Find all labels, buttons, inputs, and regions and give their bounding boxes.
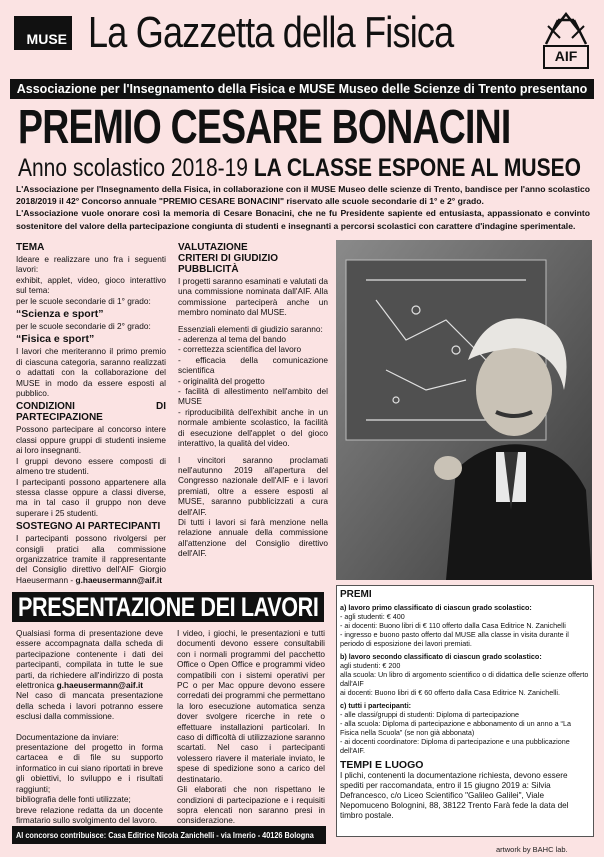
school-year: Anno scolastico 2018-19 (18, 154, 248, 182)
intro-text (16, 183, 590, 232)
premi-heading: PREMI (340, 589, 372, 600)
premio-title-text: PREMIO CESARE BONACINI (18, 101, 511, 154)
prize-line: - alla scuola: Diploma di partecipazione e abbonamento di un anno a “La Fisica nella Scuola” (se non già abbonata) (340, 719, 571, 737)
aif-emblem-icon (538, 8, 594, 74)
condizioni-text: I partecipanti possono appartenere alla stessa classe oppure a classi diverse, ma in tal caso il gruppo non deve superare i 25 studenti. (16, 476, 166, 518)
valutazione-text: Di tutti i lavori si farà menzione nella relazione annuale della commissione all'attenzione del Consiglio direttivo dell'AIF. (178, 516, 328, 559)
criterion-item: - efficacia della comunicazione scientifica (178, 354, 328, 376)
criteri-heading: CRITERI DI GIUDIZIO (178, 253, 278, 264)
prize-b-title: b) lavoro secondo classificato di ciascun grado scolastico: (340, 652, 542, 661)
presentazione-text: Documentazione da inviare: (16, 731, 119, 742)
presentazione-text: I video, i giochi, le presentazioni e tutti documenti devono essere consultabili con i normali programmi del pacchetto Office o Open Office e programmi video compatibili con i sistemi operativi per PC o per Mac oppure devono essere corredati dei programmi che permettano la loro esecuzione automatica senza dover svolgere ricerche in rete o effettuare installazioni particolari. In caso di difficoltà di utilizzazione saranno scartati. Nel caso i partecipanti volessero riavere il materiale inviato, le spese di spedizione sono a carico del destinatario. (177, 628, 325, 784)
theme-fisica-sport: “Fisica e sport” (16, 333, 95, 346)
aif-logo-text: AIF (554, 48, 578, 64)
tema-text: per le scuole secondarie di 1° grado: (16, 295, 151, 306)
prize-line: - ai docenti: Buono libri di € 110 offerto dalla Casa Editrice N. Zanichelli (340, 621, 566, 630)
artwork-credit: artwork by BAHC lab. (496, 845, 568, 854)
einstein-photo (336, 240, 592, 580)
aif-logo (538, 8, 594, 74)
school-year-line (18, 154, 604, 182)
presentazione-text: Nel caso di mancata presentazione della scheda i lavori potranno essere esclusi dalla commissione. (16, 690, 163, 722)
tema-text: Ideare e realizzare uno fra i seguenti lavori: (16, 254, 166, 275)
presentazione-text: presentazione del progetto in forma cartacea e di file su supporto informatico in cui siano riportati in breve gli obiettivi, lo sviluppo e i risultati raggiunti; (16, 742, 163, 794)
intro-paragraph: L'Associazione vuole onorare così la memoria di Cesare Bonacini, che ne fu Presidente sapiente ed entusiasta, appassionato e convinto sostenitore del valore della partecipazione congiunta di studenti e insegnanti a percorsi scolastici con carattere d'indagine sperimentale. (16, 208, 590, 231)
criterion-item: - correttezza scientifica del lavoro (178, 344, 302, 355)
condizioni-heading: CONDIZIONI DI PARTECIPAZIONE (16, 401, 166, 424)
valutazione-heading: VALUTAZIONE (178, 242, 248, 253)
criterion-item: - riproducibilità dell'exhibit anche in un normale ambiente scolastico, la facilità di esecuzione dell'applet o del gioco interattivo, la qualità del video. (178, 406, 328, 449)
condizioni-text: I gruppi devono essere composti di almeno tre studenti. (16, 455, 166, 477)
tema-heading: TEMA (16, 242, 45, 253)
presentazione-text: bibliografia delle fonti utilizzate; (16, 794, 131, 805)
sostegno-heading: SOSTEGNO AI PARTECIPANTI (16, 521, 161, 533)
prize-a-title: a) lavoro primo classificato di ciascun grado scolastico: (340, 603, 532, 612)
pubblicita-heading: PUBBLICITÀ (178, 264, 239, 275)
presentazione-left-column (16, 628, 163, 825)
association-banner: Associazione per l'Insegnamento della Fisica e MUSE Museo delle Scienze di Trento presentano (10, 79, 594, 99)
tempi-heading: TEMPI E LUOGO (340, 759, 424, 771)
criterion-item: - originalità del progetto (178, 375, 265, 386)
theme-scienza-sport: “Scienza e sport” (16, 308, 104, 321)
sponsor-text: Al concorso contribuisce: Casa Editrice Nicola Zanichelli - via Irnerio - 40126 Bologna (16, 830, 314, 840)
presentazione-title (12, 592, 324, 622)
muse-logo-text: MUSE (26, 31, 67, 47)
valutazione-text: I progetti saranno esaminati e valutati da una commissione nominata dall'AIF. Alla commissione parteciperà anche un membro nominato dal MUSE. (178, 276, 328, 318)
criterion-item: - aderenza al tema del bando (178, 334, 286, 345)
masthead-title (88, 8, 534, 58)
presentazione-right-column (177, 628, 325, 826)
prize-line: agli studenti: € 200 (340, 661, 401, 670)
middle-column (178, 239, 328, 559)
presentazione-text: Gli elaborati che non rispettano le condizioni di partecipazione e i requisiti sopra elencati non saranno presi in considerazione. (177, 784, 325, 826)
premio-title (18, 100, 604, 156)
left-column (16, 239, 166, 585)
prize-line: - alle classi/gruppi di studenti: Diploma di partecipazione (340, 710, 519, 719)
valutazione-text: Essenziali elementi di giudizio saranno: (178, 323, 323, 334)
prize-line: - ai docenti coordinatore: Diploma di partecipazione e una pubblicazione dell'AIF. (340, 737, 570, 755)
tema-text: I lavori che meriteranno il primo premio di ciascuna categoria, saranno realizzati o adattati con la collaborazione del MUSE in modo da essere esposti al pubblico. (16, 346, 166, 399)
presentazione-title-text: PRESENTAZIONE DEI LAVORI (18, 592, 319, 622)
intro-paragraph: L'Associazione per l'Insegnamento della Fisica, in collaborazione con il MUSE Museo delle scienze di Trento, bandisce per l'anno scolastico 2018/2019 il 42° Concorso annuale "PREMIO CESARE BONACINI" riservato alle scuole secondarie di 1° e 2° grado. (16, 184, 590, 207)
prize-line: alla scuola: Un libro di argomento scientifico o di didattica delle scienze offerto dall'AIF (340, 670, 589, 688)
valutazione-text: I vincitori saranno proclamati nell'autunno 2019 all'apertura del Congresso nazionale dell'AIF e i lavori premiati, oltre a essere esposti al MUSE, saranno pubblicizzati a cura dell'AIF. (178, 454, 328, 517)
contact-email: g.haeusermann@aif.it (75, 574, 162, 585)
prize-line: ai docenti: Buono libri di € 60 offerto dalla Casa Editrice N. Zanichelli. (340, 688, 561, 697)
tema-text: per le scuole secondarie di 2° grado: (16, 321, 151, 332)
tema-text: exhibit, applet, video, gioco interattivo sul tema: (16, 274, 166, 296)
tempi-text: I plichi, contenenti la documentazione richiesta, devono essere spediti per raccomandata, entro il 15 giugno 2019 a: Silvia Defrancesco, c/o Liceo Scientifico "Galileo Galilei", Viale Nepomuceno Bolognini, 88, 38122 Trento Farà fede la data del timbro postale. (340, 771, 569, 820)
prize-line: - agli studenti: € 400 (340, 612, 405, 621)
prize-line: - ingresso e buono pasto offerto dal MUSE alla classe in visita durante il periodo di esposizione dei lavori premiati. (340, 630, 569, 648)
presentazione-text: breve relazione redatta da un docente firmatario sullo svolgimento del lavoro. (16, 804, 163, 825)
premi-content (340, 588, 590, 821)
presentazione-text: Qualsiasi forma di presentazione deve essere accompagnata dalla scheda di partecipazione contenente i dati dei partecipanti, compilata in tutte le sue parti, da richiedere all'indirizzo di posta elettronica (16, 628, 163, 691)
condizioni-text: Possono partecipare al concorso intere classi oppure gruppi di studenti insieme ai loro insegnanti. (16, 424, 166, 456)
sostegno-text: I partecipanti possono rivolgersi per consigli pratici alla commissione organizzatrice tramite il rappresentante del Consiglio direttivo dell'AIF Giorgio Haeusermann - (16, 533, 166, 585)
contact-email: g.haeusermann@aif.it (56, 680, 144, 691)
einstein-blackboard-image (336, 240, 592, 580)
sponsor-footer (12, 826, 326, 844)
criterion-item: - facilità di allestimento nell'ambito del MUSE (178, 386, 328, 407)
event-theme: LA CLASSE ESPONE AL MUSEO (253, 154, 581, 182)
muse-logo (14, 16, 72, 50)
masthead-title-text: La Gazzetta della Fisica (88, 8, 454, 57)
prize-c-title: c) tutti i partecipanti: (340, 701, 412, 710)
